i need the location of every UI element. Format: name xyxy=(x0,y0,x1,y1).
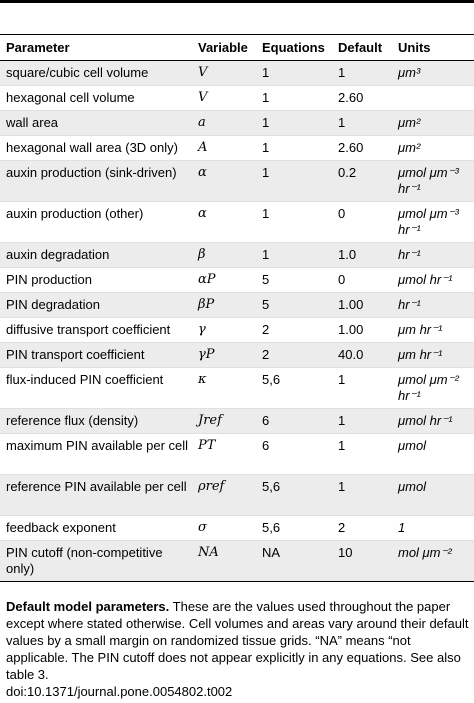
cell-default: 1 xyxy=(332,409,392,434)
cell-units: 1 xyxy=(392,516,474,541)
cell-default: 1.00 xyxy=(332,293,392,318)
cell-parameter: wall area xyxy=(0,111,192,136)
table-row xyxy=(0,318,474,343)
cell-default: 0 xyxy=(332,202,392,243)
cell-variable: a xyxy=(192,111,256,136)
cell-units xyxy=(392,86,474,111)
cell-units: μmol μm⁻³ hr⁻¹ xyxy=(392,202,474,243)
cell-units: hr⁻¹ xyxy=(392,293,474,318)
cell-equations: 5,6 xyxy=(256,368,332,409)
cell-variable: Jref xyxy=(192,409,256,434)
cell-parameter: auxin production (other) xyxy=(0,202,192,243)
cell-variable: ρref xyxy=(192,475,256,516)
table-row xyxy=(0,61,474,86)
cell-default: 1 xyxy=(332,61,392,86)
cell-parameter: flux-induced PIN coefficient xyxy=(0,368,192,409)
cell-default: 2 xyxy=(332,516,392,541)
cell-parameter: auxin production (sink-driven) xyxy=(0,161,192,202)
table-row xyxy=(0,409,474,434)
cell-variable: V xyxy=(192,61,256,86)
header-parameter: Parameter xyxy=(0,35,192,61)
cell-units: μmol μm⁻² hr⁻¹ xyxy=(392,368,474,409)
cell-equations: 1 xyxy=(256,86,332,111)
cell-units: μmol hr⁻¹ xyxy=(392,409,474,434)
cell-units: hr⁻¹ xyxy=(392,243,474,268)
cell-equations: 1 xyxy=(256,136,332,161)
header-variable: Variable xyxy=(192,35,256,61)
cell-variable: σ xyxy=(192,516,256,541)
cell-parameter: square/cubic cell volume xyxy=(0,61,192,86)
cell-variable: β xyxy=(192,243,256,268)
cell-equations: 1 xyxy=(256,161,332,202)
cell-parameter: PIN production xyxy=(0,268,192,293)
cell-default: 1.00 xyxy=(332,318,392,343)
cell-units: μm² xyxy=(392,111,474,136)
table-row xyxy=(0,161,474,202)
table-row xyxy=(0,268,474,293)
cell-equations: 1 xyxy=(256,61,332,86)
table-row xyxy=(0,136,474,161)
cell-variable: V xyxy=(192,86,256,111)
table-caption xyxy=(6,598,472,700)
cell-equations: 5,6 xyxy=(256,475,332,516)
cell-default: 2.60 xyxy=(332,86,392,111)
cell-equations: 6 xyxy=(256,409,332,434)
table-row xyxy=(0,111,474,136)
cell-parameter: PIN cutoff (non-competitive only) xyxy=(0,541,192,582)
cell-parameter: hexagonal wall area (3D only) xyxy=(0,136,192,161)
cell-default: 1 xyxy=(332,475,392,516)
caption-title: Default model parameters. xyxy=(6,599,170,614)
cell-equations: 2 xyxy=(256,343,332,368)
cell-equations: 5,6 xyxy=(256,516,332,541)
cell-units: μm hr⁻¹ xyxy=(392,318,474,343)
cell-equations: 5 xyxy=(256,268,332,293)
table-row xyxy=(0,434,474,475)
cell-parameter: PIN transport coefficient xyxy=(0,343,192,368)
table-header-row xyxy=(0,35,474,61)
cell-equations: 2 xyxy=(256,318,332,343)
cell-variable: NA xyxy=(192,541,256,582)
cell-parameter: maximum PIN available per cell xyxy=(0,434,192,475)
table-row xyxy=(0,541,474,582)
table-body xyxy=(0,61,474,582)
cell-units: μmol xyxy=(392,475,474,516)
cell-default: 10 xyxy=(332,541,392,582)
cell-variable: βP xyxy=(192,293,256,318)
header-default: Default xyxy=(332,35,392,61)
cell-equations: 6 xyxy=(256,434,332,475)
top-rule xyxy=(0,0,474,3)
cell-units: μmol xyxy=(392,434,474,475)
caption-body: These are the values used throughout the paper except where stated otherwise. Cell volumes and areas vary around their default values by a small margin on randomized tissue grids. “NA” means “not applicable. The PIN cutoff does not appear explicitly in any equations. See also table 3. xyxy=(6,599,469,682)
table-row xyxy=(0,202,474,243)
cell-parameter: auxin degradation xyxy=(0,243,192,268)
parameter-table xyxy=(0,34,474,582)
table-row xyxy=(0,293,474,318)
cell-parameter: PIN degradation xyxy=(0,293,192,318)
cell-variable: γP xyxy=(192,343,256,368)
cell-units: μm² xyxy=(392,136,474,161)
cell-parameter: hexagonal cell volume xyxy=(0,86,192,111)
header-units: Units xyxy=(392,35,474,61)
cell-units: μmol hr⁻¹ xyxy=(392,268,474,293)
cell-variable: α xyxy=(192,161,256,202)
cell-equations: 5 xyxy=(256,293,332,318)
cell-parameter: diffusive transport coefficient xyxy=(0,318,192,343)
cell-variable: α xyxy=(192,202,256,243)
cell-variable: αP xyxy=(192,268,256,293)
cell-default: 1.0 xyxy=(332,243,392,268)
cell-default: 1 xyxy=(332,111,392,136)
table-row xyxy=(0,475,474,516)
cell-parameter: reference PIN available per cell xyxy=(0,475,192,516)
cell-units: mol μm⁻² xyxy=(392,541,474,582)
cell-equations: 1 xyxy=(256,243,332,268)
table-row xyxy=(0,368,474,409)
table-row xyxy=(0,516,474,541)
cell-default: 40.0 xyxy=(332,343,392,368)
cell-units: μm hr⁻¹ xyxy=(392,343,474,368)
table-row xyxy=(0,86,474,111)
cell-equations: 1 xyxy=(256,202,332,243)
table-row xyxy=(0,343,474,368)
cell-variable: κ xyxy=(192,368,256,409)
cell-units: μm³ xyxy=(392,61,474,86)
cell-parameter: feedback exponent xyxy=(0,516,192,541)
cell-parameter: reference flux (density) xyxy=(0,409,192,434)
cell-variable: γ xyxy=(192,318,256,343)
cell-variable: A xyxy=(192,136,256,161)
cell-units: μmol μm⁻³ hr⁻¹ xyxy=(392,161,474,202)
cell-default: 2.60 xyxy=(332,136,392,161)
cell-default: 1 xyxy=(332,368,392,409)
cell-equations: NA xyxy=(256,541,332,582)
table-row xyxy=(0,243,474,268)
header-equations: Equations xyxy=(256,35,332,61)
cell-default: 0 xyxy=(332,268,392,293)
cell-variable: PT xyxy=(192,434,256,475)
cell-default: 0.2 xyxy=(332,161,392,202)
cell-equations: 1 xyxy=(256,111,332,136)
caption-doi: doi:10.1371/journal.pone.0054802.t002 xyxy=(6,684,233,699)
cell-default: 1 xyxy=(332,434,392,475)
